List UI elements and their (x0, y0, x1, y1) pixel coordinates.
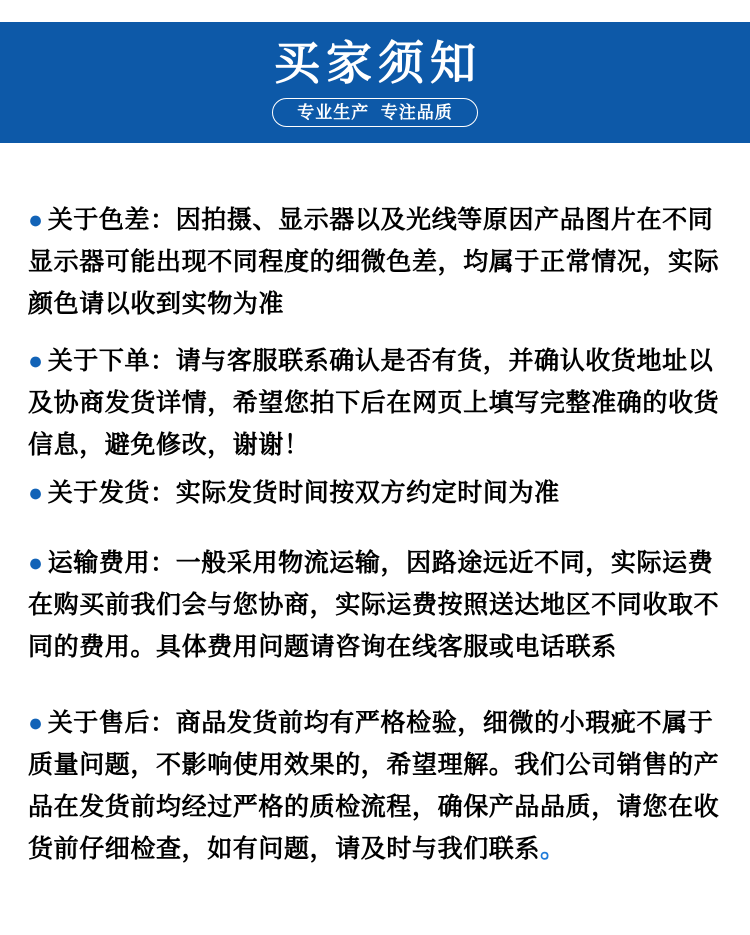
notice-after-sales (28, 702, 722, 870)
notice-text: 关于色差：因拍摄、显示器以及光线等原因产品图片在不同显示器可能出现不同程度的细微色差，均属于正常情况，实际颜色请以收到实物为准 (28, 206, 720, 318)
header-banner (0, 22, 750, 143)
notice-text: 关于下单：请与客服联系确认是否有货，并确认收货地址以及协商发货详情，希望您拍下后在网页上填写完整准确的收货信息，避免修改，谢谢！ (28, 347, 720, 459)
page-title: 买家须知 (274, 37, 482, 89)
bullet-icon: ● (28, 709, 44, 737)
bullet-icon: ● (28, 347, 44, 375)
notice-text: 关于售后：商品发货前均有严格检验，细微的小瑕疵不属于质量问题，不影响使用效果的，希望理解。我们公司销售的产品在发货前均经过严格的质检流程，确保产品品质，请您在收货前仔细检查，如有问题，请及时与我们联系 (28, 709, 720, 863)
notice-list (0, 199, 750, 870)
notice-shipping-time (28, 472, 722, 514)
bullet-icon: ● (28, 206, 44, 234)
notice-color-difference (28, 199, 722, 325)
notice-suffix: 。 (540, 835, 566, 863)
notice-freight-cost (28, 542, 722, 668)
quality-badge: 专业生产 专注品质 (272, 98, 477, 127)
notice-text: 运输费用：一般采用物流运输，因路途远近不同，实际运费在购买前我们会与您协商，实际运费按照送达地区不同收取不同的费用。具体费用问题请咨询在线客服或电话联系 (28, 549, 720, 661)
bullet-icon: ● (28, 479, 44, 507)
notice-ordering (28, 340, 722, 466)
bullet-icon: ● (28, 549, 44, 577)
notice-text: 关于发货：实际发货时间按双方约定时间为准 (47, 479, 560, 507)
top-white-gap (0, 0, 750, 22)
